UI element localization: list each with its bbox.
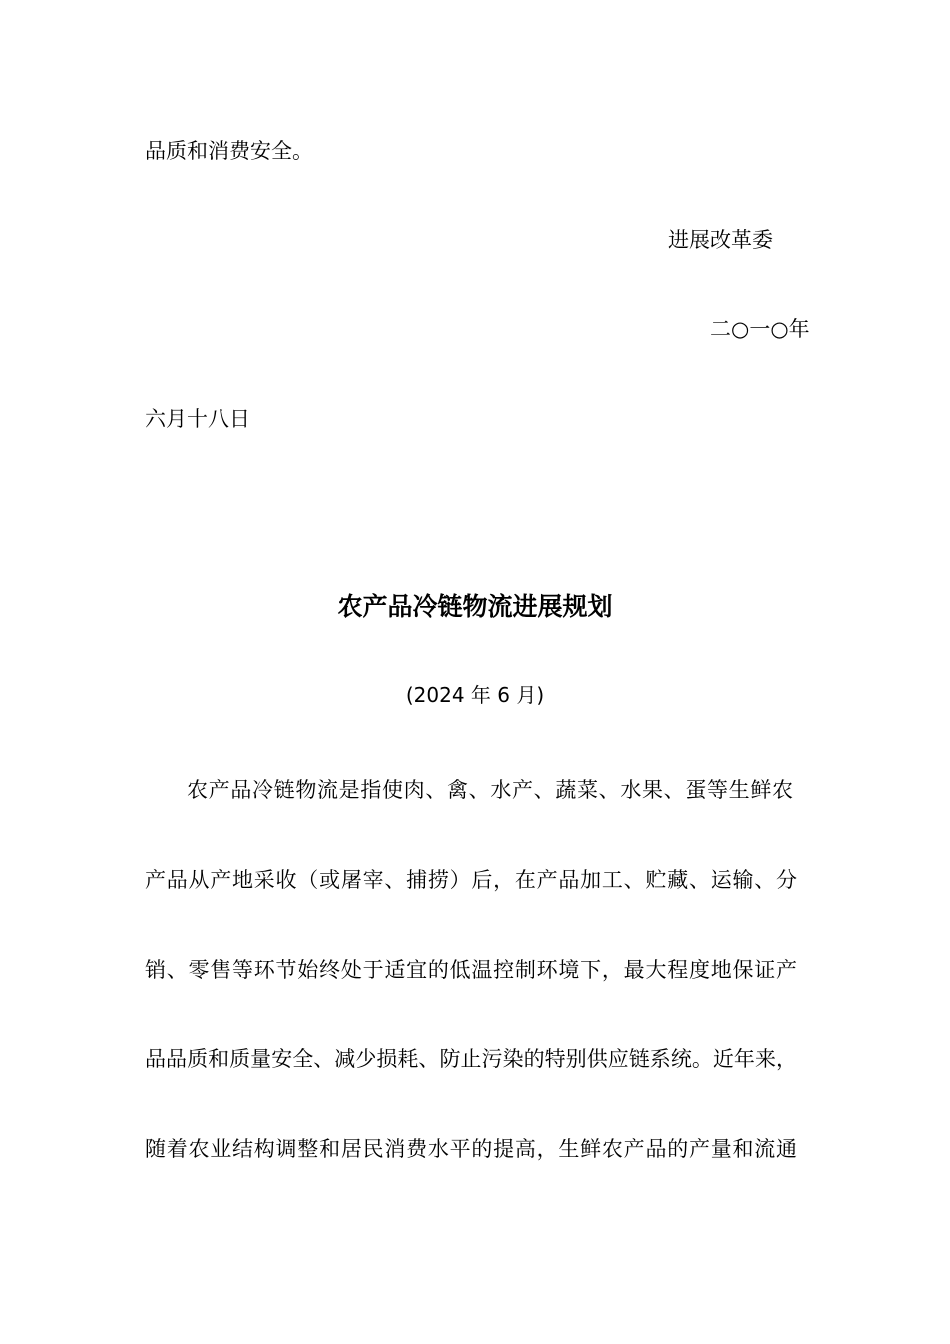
paragraph-line: 销、零售等环节始终处于适宜的低温控制环境下，最大程度地保证产 xyxy=(145,958,797,982)
issuer-signature: 进展改革委 xyxy=(668,228,773,252)
paragraph-line: 随着农业结构调整和居民消费水平的提高，生鲜农产品的产量和流通 xyxy=(145,1137,797,1161)
document-title: 农产品冷链物流进展规划 xyxy=(337,592,613,621)
issue-date-year: 二○一○年 xyxy=(710,317,810,341)
document-subtitle: (2024 年 6 月) xyxy=(405,683,545,707)
issue-date-day: 六月十八日 xyxy=(145,407,250,431)
closing-line: 品质和消费安全。 xyxy=(145,139,313,163)
paragraph-line: 品品质和质量安全、减少损耗、防止污染的特别供应链系统。近年来， xyxy=(145,1047,797,1071)
paragraph-line: 农产品冷链物流是指使肉、禽、水产、蔬菜、水果、蛋等生鲜农 xyxy=(187,778,793,802)
paragraph-line: 产品从产地采收（或屠宰、捕捞）后，在产品加工、贮藏、运输、分 xyxy=(145,868,797,892)
